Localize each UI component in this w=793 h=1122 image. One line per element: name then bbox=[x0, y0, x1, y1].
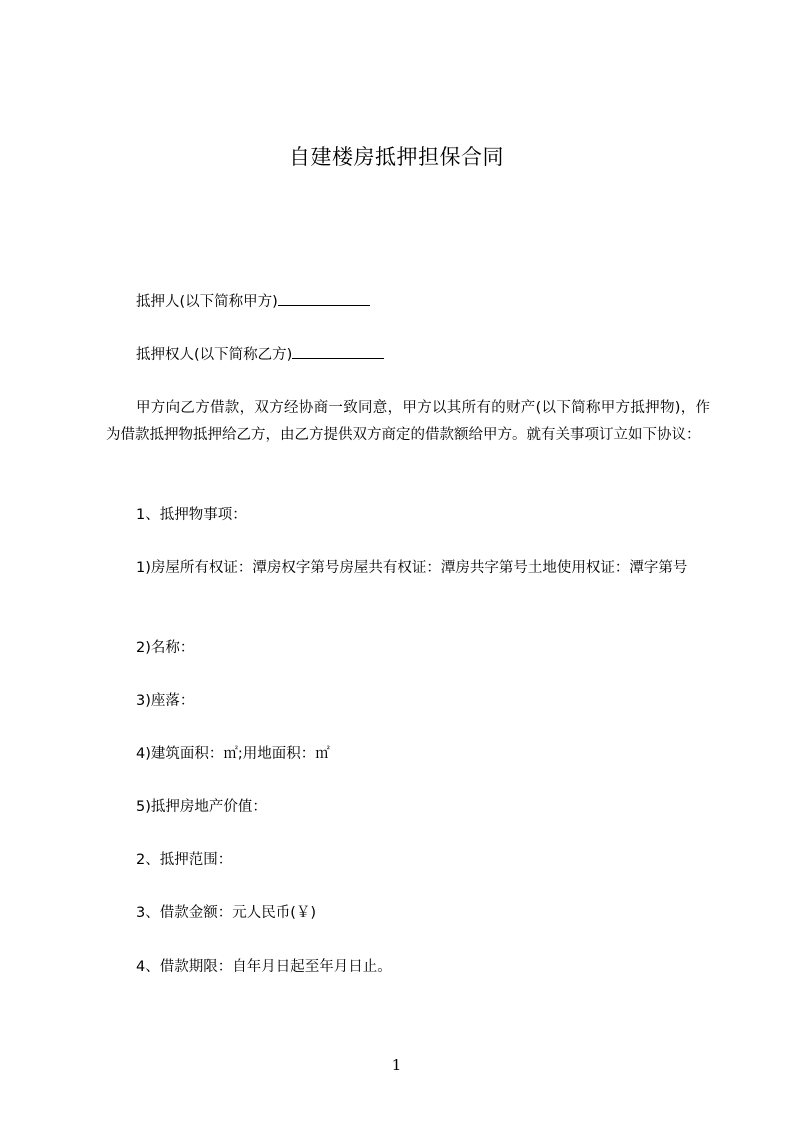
section-4-line: 4、借款期限：自年月日起至年月日止。 bbox=[136, 959, 392, 975]
item-3-line: 3)座落： bbox=[136, 693, 195, 709]
mortgagor-blank bbox=[278, 287, 370, 306]
section-2-line: 2、抵押范围： bbox=[136, 852, 233, 868]
mortgagee-blank bbox=[292, 340, 384, 359]
item-5-line: 5)抵押房地产价值： bbox=[136, 799, 267, 815]
mortgagee-line bbox=[136, 340, 384, 368]
section-1-heading: 1、抵押物事项： bbox=[136, 507, 247, 523]
intro-paragraph: 甲方向乙方借款，双方经协商一致同意，甲方以其所有的财产(以下简称甲方抵押物)，作为借款抵押物抵押给乙方，由乙方提供双方商定的借款额给甲方。就有关事项订立如下协议： bbox=[106, 400, 710, 443]
mortgagee-label: 抵押权人(以下简称乙方) bbox=[136, 347, 293, 363]
page-number: 1 bbox=[391, 1056, 402, 1074]
document-title: 自建楼房抵押担保合同 bbox=[289, 145, 504, 169]
section-3-line: 3、借款金额：元人民币(￥) bbox=[136, 905, 317, 921]
item-4-line: 4)建筑面积：㎡;用地面积：㎡ bbox=[136, 746, 330, 762]
item-2-line: 2)名称： bbox=[136, 640, 195, 656]
mortgagor-label: 抵押人(以下简称甲方) bbox=[136, 294, 278, 310]
item-1-paragraph: 1)房屋所有权证：潭房权字第号房屋共有权证：潭房共字第号土地使用权证：潭字第号 bbox=[136, 560, 688, 576]
mortgagor-line bbox=[136, 287, 370, 315]
